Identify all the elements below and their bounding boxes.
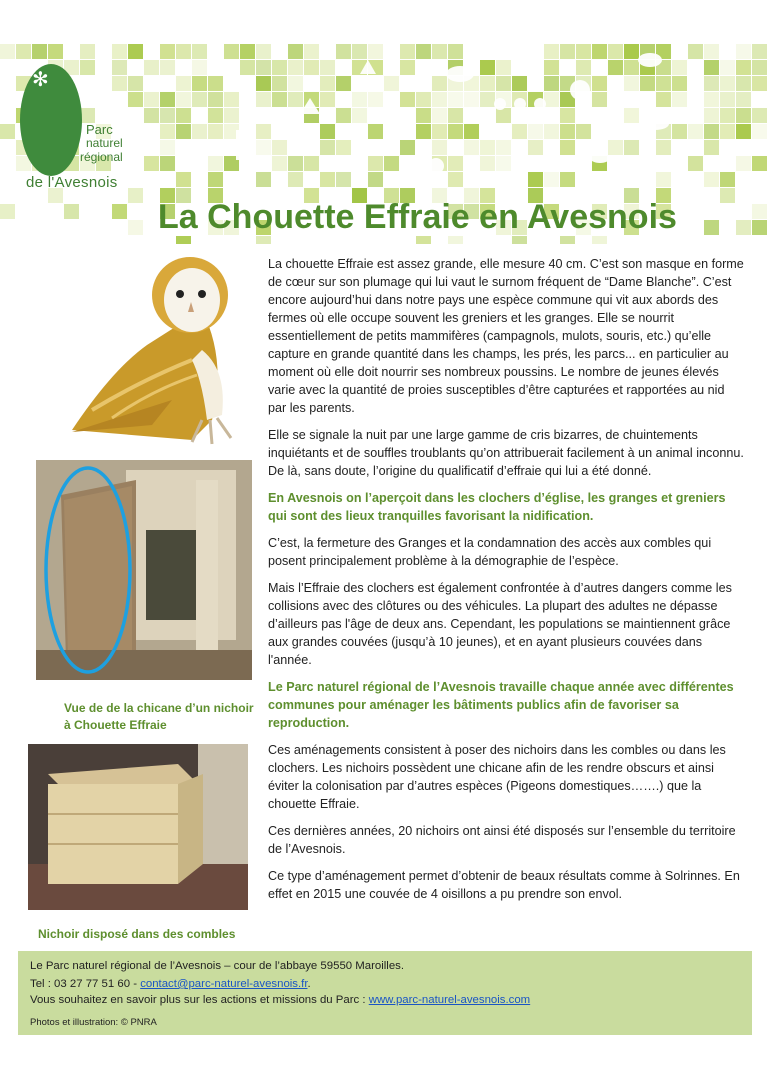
mosaic-square [736,156,751,171]
mosaic-square [288,92,303,107]
mosaic-square [160,44,175,59]
mosaic-square [400,60,415,75]
mosaic-square [160,156,175,171]
mosaic-square [720,124,735,139]
mosaic-square [736,124,751,139]
mosaic-square [672,124,687,139]
mosaic-square [704,108,719,123]
mosaic-square [192,60,207,75]
mosaic-square [752,76,767,91]
mosaic-square [176,124,191,139]
mosaic-square [176,172,191,187]
footer-email-suffix: . [307,978,311,990]
mosaic-square [368,156,383,171]
mosaic-square [560,236,575,244]
mosaic-square [128,188,143,203]
website-link[interactable]: www.parc-naturel-avesnois.com [368,994,531,1006]
mosaic-square [736,108,751,123]
bird-icon [638,53,662,67]
mosaic-square [288,172,303,187]
mosaic-square [192,124,207,139]
footer-credits: Photos et illustration: © PNRA [30,1017,157,1028]
mosaic-square [224,92,239,107]
paragraph: La chouette Effraie est assez grande, elle mesure 40 cm. C’est son masque en forme de cœur sur son plumage qui lui vaut le surnom fréquent de “Dame Blanche”. C’est encore aujourd’hui dans notre pays une espèce commune qui vit aux abords des fermes où elle occupe souvent les greniers et les granges. Elle se nourrit essentiellement de petits mammifères (campagnols, mulots, souris, etc.) qu’elle capture en grande quantité dans les champs, les prés, les parcs... en particulier au moment où elle doit nourrir ses nombreux poussins. Le nombre de jeunes élevés varie avec la quantité de proies susceptibles d’être capturées et rapportées au nid par les parents. [268,257,744,415]
mosaic-square [352,44,367,59]
mosaic-square [688,124,703,139]
mosaic-square [144,60,159,75]
mosaic-square [592,92,607,107]
mosaic-square [608,60,623,75]
mosaic-square [576,44,591,59]
mosaic-square [304,44,319,59]
mosaic-square [208,92,223,107]
mosaic-square [704,60,719,75]
mosaic-square [720,92,735,107]
logo-line-4: de l'Avesnois [26,174,118,191]
mosaic-square [192,76,207,91]
mosaic-square [400,140,415,155]
mosaic-square [48,44,63,59]
mosaic-square [448,92,463,107]
star-icon: ✻ [32,69,49,91]
mosaic-square [432,140,447,155]
mosaic-square [400,92,415,107]
mosaic-square [432,76,447,91]
mosaic-square [0,124,15,139]
footer-address: Le Parc naturel régional de l’Avesnois – cour de l’abbaye 59550 Maroilles. [30,960,405,972]
mosaic-square [544,92,559,107]
mosaic-square [368,92,383,107]
mosaic-square [656,76,671,91]
mosaic-square [512,124,527,139]
mosaic-square [752,44,767,59]
logo-line-1: Parc [86,122,113,137]
mosaic-square [16,44,31,59]
caption-photo-nest-box: Nichoir disposé dans des combles [38,927,236,941]
logo-line-2: naturel [86,136,123,150]
mosaic-square [368,172,383,187]
mosaic-square [256,92,271,107]
mosaic-square [288,76,303,91]
mosaic-square [656,140,671,155]
mosaic-square [352,92,367,107]
mosaic-square [272,92,287,107]
mosaic-square [560,124,575,139]
mosaic-square [672,92,687,107]
logo-line-3: régional [80,150,123,164]
mosaic-square [416,92,431,107]
mosaic-square [560,108,575,123]
mosaic-square [720,172,735,187]
paragraph: C’est, la fermeture des Granges et la condamnation des accès aux combles qui posent principalement problème à la démographie de l’espèce. [268,536,712,568]
mosaic-square [256,140,271,155]
mosaic-square [704,172,719,187]
mosaic-square [496,156,511,171]
mosaic-square [544,60,559,75]
mosaic-square [272,60,287,75]
mosaic-square [736,60,751,75]
mosaic-square [720,108,735,123]
mosaic-square [80,44,95,59]
paragraph: Ces aménagements consistent à poser des nichoirs dans les combles ou dans les clochers. Les nichoirs possèdent une chicane afin de les rendre obscurs et ainsi éviter la colonisation par d’autres espèces (Pigeons domestiques…….) que la chouette Effraie. [268,743,726,811]
mosaic-square [160,60,175,75]
mosaic-square [32,44,47,59]
mosaic-square [448,172,463,187]
footer-more-line [30,994,530,1006]
mosaic-square [544,44,559,59]
mosaic-square [544,76,559,91]
mosaic-square [480,60,495,75]
mosaic-square [128,220,143,235]
article-body [268,255,746,912]
mosaic-square [256,76,271,91]
highlight-paragraph: En Avesnois on l’aperçoit dans les clochers d’église, les granges et greniers qui sont des lieux tranquilles favorisant la nidification. [268,491,726,523]
mosaic-square [624,76,639,91]
mosaic-square [208,172,223,187]
mosaic-square [576,60,591,75]
mosaic-square [64,204,79,219]
mosaic-square [704,92,719,107]
mosaic-square [288,156,303,171]
mosaic-square [288,60,303,75]
mosaic-square [112,204,127,219]
mosaic-square [592,236,607,244]
logo-oval [20,64,82,176]
mosaic-square [560,172,575,187]
mosaic-square [448,108,463,123]
mosaic-square [320,172,335,187]
mosaic-square [240,60,255,75]
mosaic-square [560,44,575,59]
mosaic-square [432,108,447,123]
barn-owl-illustration [52,250,262,450]
mosaic-square [272,156,287,171]
mosaic-square [480,76,495,91]
paragraph: Ces dernières années, 20 nichoirs ont ainsi été disposés sur l’ensemble du territoire de l’Avesnois. [268,824,736,856]
mosaic-square [256,44,271,59]
mosaic-square [384,156,399,171]
mosaic-square [416,236,431,244]
mosaic-square [624,108,639,123]
mosaic-square [208,124,223,139]
mosaic-square [128,44,143,59]
mosaic-square [224,108,239,123]
mosaic-square [496,60,511,75]
mosaic-square [320,92,335,107]
mosaic-square [512,76,527,91]
mosaic-square [208,156,223,171]
mosaic-square [144,92,159,107]
mosaic-square [208,108,223,123]
mosaic-square [400,44,415,59]
mosaic-square [176,92,191,107]
mosaic-square [704,140,719,155]
mosaic-square [0,204,15,219]
mosaic-square [464,92,479,107]
mosaic-square [336,108,351,123]
mosaic-square [304,156,319,171]
mosaic-square [480,156,495,171]
mosaic-square [688,156,703,171]
mosaic-square [320,76,335,91]
photo-chicane [36,460,252,680]
mosaic-square [320,60,335,75]
mosaic-square [544,124,559,139]
mosaic-square [720,76,735,91]
mosaic-square [144,156,159,171]
mosaic-square [192,92,207,107]
mosaic-square [176,44,191,59]
footer-more: Vous souhaitez en savoir plus sur les actions et missions du Parc : [30,994,369,1006]
mosaic-square [480,92,495,107]
kingfisher-icon [641,118,669,130]
mosaic-square [624,140,639,155]
mosaic-square [416,124,431,139]
footer-tel-line [30,978,311,990]
mosaic-square [752,124,767,139]
mosaic-square [576,124,591,139]
mosaic-square [352,108,367,123]
mosaic-square [112,44,127,59]
person-icon [494,98,506,110]
mosaic-square [144,108,159,123]
mosaic-square [608,140,623,155]
person-icon [514,98,526,110]
mosaic-square [448,236,463,244]
mosaic-square [224,44,239,59]
mosaic-square [336,140,351,155]
mosaic-square [736,76,751,91]
mosaic-square [240,44,255,59]
mosaic-square [160,140,175,155]
mosaic-square [528,140,543,155]
person-icon [236,130,242,160]
mosaic-square [736,44,751,59]
mosaic-square [336,44,351,59]
mosaic-square [592,44,607,59]
mosaic-square [256,236,271,244]
paragraph: Elle se signale la nuit par une large gamme de cris bizarres, de chuintements inquiétants et de souffles troublants qu’on attribuerait facilement à un animal inconnu. De là, sans doute, l’origine du qualificatif d’effraie qui lui a été donné. [268,428,744,478]
mosaic-square [160,108,175,123]
mosaic-square [368,44,383,59]
mosaic-square [176,108,191,123]
mosaic-square [448,124,463,139]
mosaic-square [704,76,719,91]
basket-icon [570,80,590,100]
mosaic-square [192,44,207,59]
mosaic-square [688,44,703,59]
mosaic-square [592,76,607,91]
paragraph: Mais l’Effraie des clochers est également confrontée à d’autres dangers comme les collisions avec des clôtures ou des véhicules. La plupart des adultes ne dépasse d’ailleurs pas l'âge de deux ans. Cependant, les populations se maintiennent grâce aux grandes couvées (jusqu’à 10 jeunes), et en ayant plusieurs couvées dans l'année. [268,581,732,667]
mosaic-square [656,92,671,107]
mosaic-square [464,124,479,139]
photo-nest-box [28,744,248,910]
mosaic-square [304,60,319,75]
mosaic-square [288,44,303,59]
caption-photo-chicane: Vue de de la chicane d’un nichoir à Chouette Effraie [64,701,254,732]
mosaic-square [128,92,143,107]
mosaic-square [640,76,655,91]
highlight-paragraph: Le Parc naturel régional de l’Avesnois travaille chaque année avec différentes communes pour aménager les bâtiments publics afin de favoriser sa reproduction. [268,680,734,730]
deer-icon [590,153,610,163]
mosaic-square [176,76,191,91]
mosaic-square [528,124,543,139]
mosaic-square [672,76,687,91]
mosaic-square [624,44,639,59]
mosaic-square [528,172,543,187]
park-logo [16,64,128,196]
mosaic-square [656,172,671,187]
mosaic-square [496,140,511,155]
mosaic-square [704,124,719,139]
cow-icon [446,66,474,82]
mosaic-square [256,124,271,139]
mosaic-square [752,108,767,123]
mosaic-square [752,156,767,171]
mosaic-square [128,76,143,91]
mosaic-square [736,92,751,107]
mosaic-square [496,76,511,91]
mosaic-square [448,44,463,59]
bicycle-icon [428,158,444,174]
mosaic-square [560,140,575,155]
paragraph: Ce type d’aménagement permet d’obtenir de beaux résultats comme à Solrinnes. En effet en 2015 une couvée de 4 oisillons a pu prendre son envol. [268,869,740,901]
bicycle-icon [412,158,428,174]
mosaic-square [256,60,271,75]
mosaic-square [512,236,527,244]
mosaic-square [272,76,287,91]
mosaic-square [256,172,271,187]
mosaic-square [416,108,431,123]
page-title: La Chouette Effraie en Avesnois [158,198,677,236]
mosaic-square [432,44,447,59]
footer-tel: Tel : 03 27 77 51 60 - [30,978,141,990]
mosaic-square [496,108,511,123]
mosaic-square [432,92,447,107]
mosaic-square [752,60,767,75]
mosaic-square [336,76,351,91]
mosaic-square [720,60,735,75]
person-icon [534,98,546,110]
mosaic-square [624,60,639,75]
mosaic-square [704,44,719,59]
mosaic-square [0,44,15,59]
email-link[interactable]: contact@parc-naturel-avesnois.fr [140,978,308,990]
mosaic-square [432,124,447,139]
mosaic-square [544,172,559,187]
mosaic-square [272,140,287,155]
mosaic-square [336,172,351,187]
mosaic-square [448,156,463,171]
mosaic-square [320,124,335,139]
mosaic-square [160,124,175,139]
mosaic-square [416,44,431,59]
mosaic-square [320,140,335,155]
mosaic-square [160,92,175,107]
footer-contact [18,951,752,1035]
mosaic-square [176,236,191,244]
mosaic-square [368,124,383,139]
mosaic-square [208,76,223,91]
mosaic-square [384,76,399,91]
mosaic-square [464,140,479,155]
mosaic-square [480,140,495,155]
mosaic-square [672,60,687,75]
mosaic-square [608,44,623,59]
